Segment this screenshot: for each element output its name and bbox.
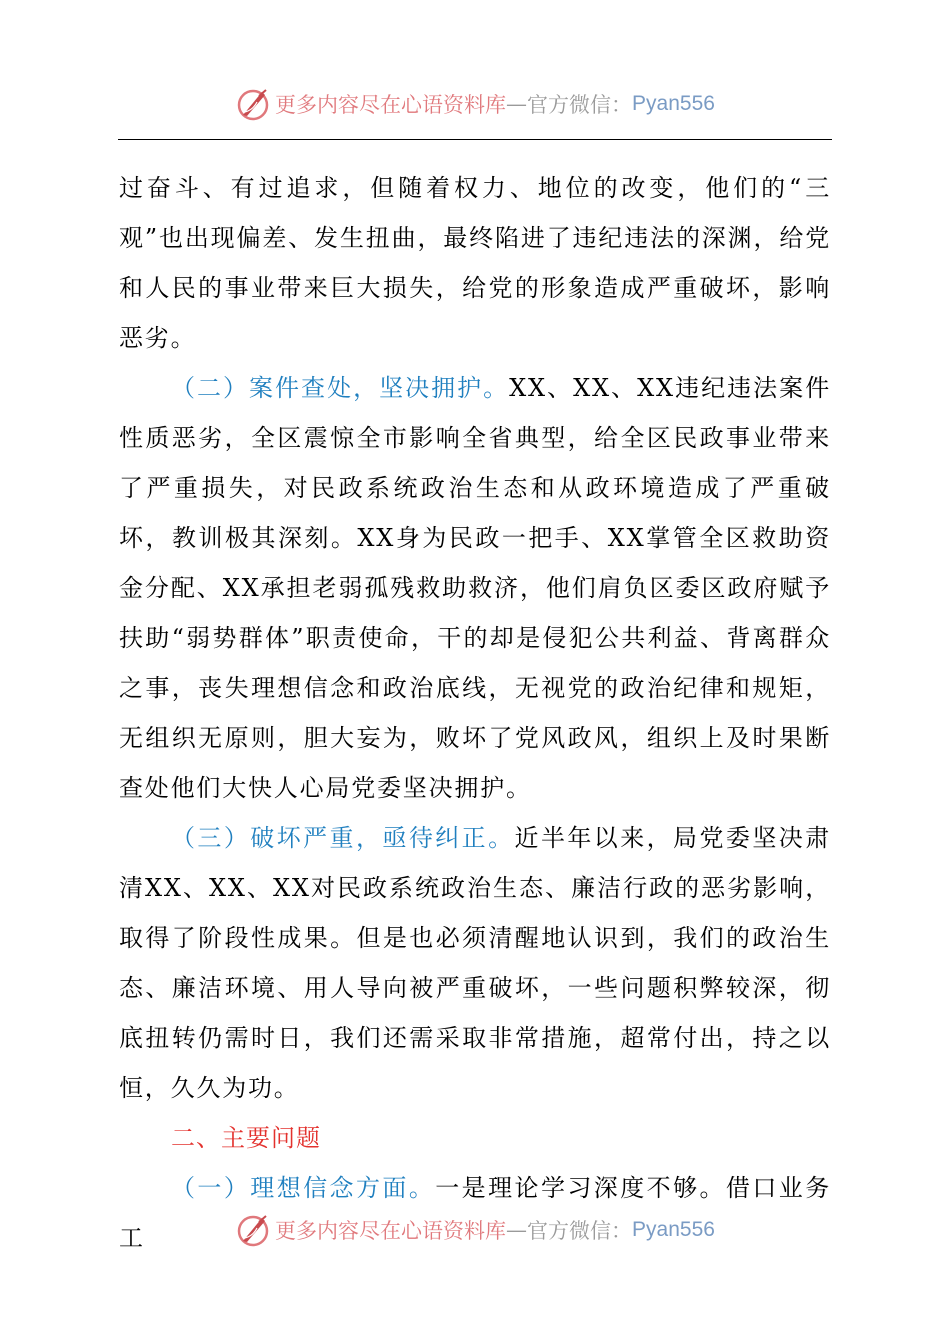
- header-banner: [0, 84, 950, 124]
- footer-site-name: 更多内容尽在心语资料库: [275, 1219, 507, 1243]
- paragraph-ideals-beliefs-text: 一是理论学习深度不够。借口业务工: [119, 1174, 831, 1252]
- document-body: [119, 163, 831, 1263]
- section-lead-1: （一）理想信念方面。: [171, 1174, 436, 1202]
- banner-site-name: 更多内容尽在心语资料库: [275, 93, 507, 117]
- paragraph-continuation: 过奋斗、有过追求，但随着权力、地位的改变，他们的“三观”也出现偏差、发生扭曲，最终陷进了违纪违法的深渊，给党和人民的事业带来巨大损失，给党的形象造成严重破坏，影响恶劣。: [119, 174, 831, 352]
- footer-wechat-id: Pyan556: [632, 1218, 715, 1241]
- section-lead-2: （二）案件查处，坚决拥护。: [171, 374, 510, 402]
- banner-wechat-label: 官方微信：: [527, 93, 633, 117]
- section-lead-3: （三）破坏严重，亟待纠正。: [171, 824, 515, 852]
- header-divider: [118, 139, 832, 140]
- quill-logo-icon: [235, 1212, 271, 1248]
- banner-wechat-id: Pyan556: [632, 92, 715, 115]
- footer-banner: [0, 1210, 950, 1250]
- paragraph-case-handling: [119, 363, 831, 813]
- paragraph-case-handling-text: XX、XX、XX违纪违法案件性质恶劣，全区震惊全市影响全省典型，给全区民政事业带来了严重损失，对民政系统政治生态和从政环境造成了严重破坏，教训极其深刻。XX身为民政一把手、XX掌管全区救助资金分配、XX承担老弱孤残救助救济，他们肩负区委区政府赋予扶助“弱势群体”职责使命，干的却是侵犯公共利益、背离群众之事，丧失理想信念和政治底线，无视党的政治纪律和规矩，无组织无原则，胆大妄为，败坏了党风政风，组织上及时果断查处他们大快人心局党委坚决拥护。: [119, 374, 831, 802]
- quill-logo-icon: [235, 86, 271, 122]
- paragraph-serious-damage: [119, 813, 831, 1113]
- footer-dash: —: [506, 1218, 528, 1242]
- paragraph-serious-damage-text: 近半年以来，局党委坚决肃清XX、XX、XX对民政系统政治生态、廉洁行政的恶劣影响，取得了阶段性成果。但是也必须清醒地认识到，我们的政治生态、廉洁环境、用人导向被严重破坏，一些问题积弊较深，彻底扭转仍需时日，我们还需采取非常措施，超常付出，持之以恒，久久为功。: [119, 824, 831, 1102]
- section-heading-main-problems: 二、主要问题: [171, 1124, 321, 1152]
- footer-wechat-label: 官方微信：: [527, 1219, 633, 1243]
- banner-dash: —: [506, 92, 528, 116]
